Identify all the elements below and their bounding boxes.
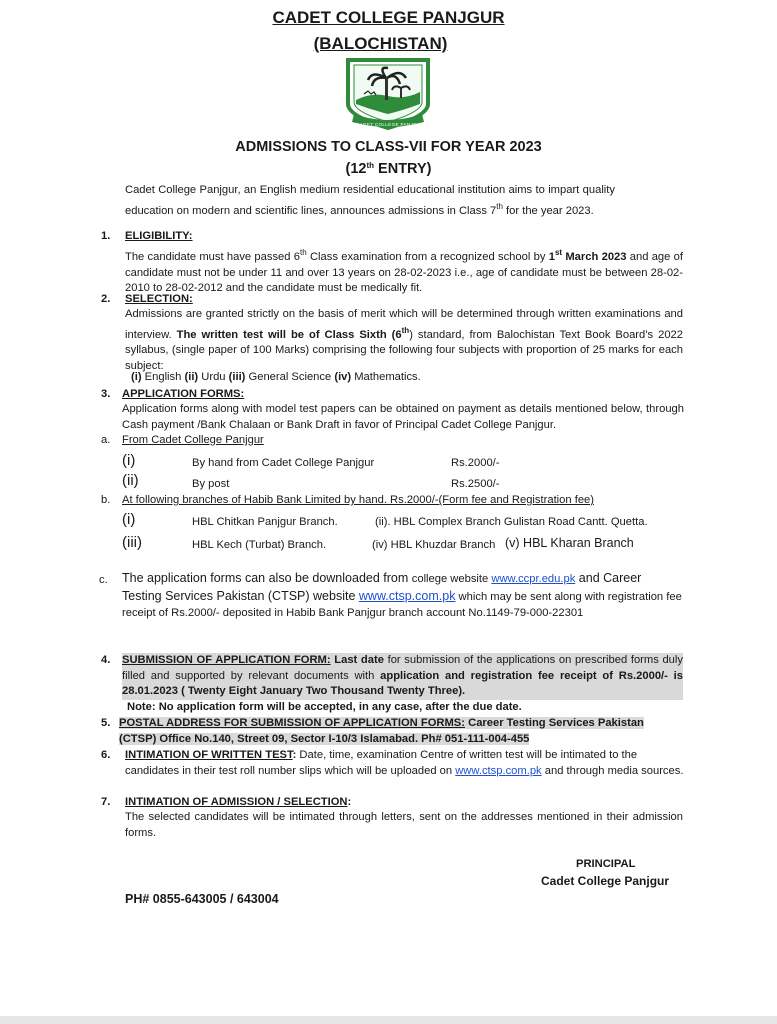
- signature-title: PRINCIPAL: [576, 858, 636, 870]
- section-6-text: INTIMATION OF WRITTEN TEST: Date, time, examination Centre of written test will be intimated to the candidates in their test roll number slips which will be uploaded on www.ctsp.com.pk and through media sources.: [125, 749, 684, 777]
- branch-chitkan: HBL Chitkan Panjgur Branch.: [192, 516, 338, 528]
- section-3-number: 3.: [101, 388, 111, 400]
- sub-a-ii-text: By post: [192, 478, 230, 490]
- admission-title: ADMISSIONS TO CLASS-VII FOR YEAR 2023: [235, 139, 542, 155]
- section-2-text: Admissions are granted strictly on the basis of merit which will be determined through written examinations and interview. The written test will be of Class Sixth (6th) standard, from Balochistan Text Book Board’s 2022 syllabus, (single paper of 100 Marks) comprising the following four subjects with proportion of 25 marks for each subject:: [125, 308, 683, 372]
- section-4-number: 4.: [101, 654, 111, 666]
- section-3-text: Application forms along with model test papers can be obtained on payment as details mentioned below, through Cash payment /Bank Chalaan or Bank Draft in favor of Principal Cadet College Panjgur.: [122, 403, 684, 431]
- section-3-heading: APPLICATION FORMS:: [122, 388, 245, 400]
- section-7-heading: INTIMATION OF ADMISSION / SELECTION:: [125, 796, 352, 808]
- signature-org: Cadet College Panjgur: [541, 874, 670, 888]
- section-2-heading: SELECTION:: [125, 293, 193, 305]
- section-1-text: The candidate must have passed 6th Class examination from a recognized school by 1st March 2023 and age of candidate must not be under 11 and over 13 years on 28-02-2023 i.e., age of candidate must be between 28-02-2010 to 28-02-2012 and the candidate must be medically fit.: [125, 248, 683, 295]
- ccpr-website-link[interactable]: www.ccpr.edu.pk: [491, 573, 576, 585]
- college-crest-icon: [342, 58, 434, 130]
- intro-paragraph: Cadet College Panjgur, an English medium residential educational institution aims to impart quality education on modern and scientific lines, announces admissions in Class 7th for the year 2023.: [125, 184, 615, 217]
- sub-c-text: The application forms can also be downloaded from college website www.ccpr.edu.pk and Career Testing Services Pakistan (CTSP) website www.ctsp.com.pk which may be sent along with registration fee receipt of Rs.2000/- deposited in Habib Bank Panjgur branch account No.1149-79-000-22301: [122, 571, 682, 619]
- branch-kech: HBL Kech (Turbat) Branch.: [192, 539, 327, 551]
- subject-list: (i) English (ii) Urdu (iii) General Science (iv) Mathematics.: [131, 371, 421, 383]
- college-name: CADET COLLEGE PANJGUR: [272, 8, 505, 27]
- sub-b-label: b.: [101, 494, 111, 506]
- province-name: (BALOCHISTAN): [313, 34, 448, 53]
- section-6-number: 6.: [101, 749, 111, 761]
- phone-number: PH# 0855-643005 / 643004: [125, 892, 279, 906]
- sub-a-ii-fee: Rs.2500/-: [451, 478, 500, 490]
- sub-a-ii-label: (ii): [122, 472, 139, 489]
- branch-kharan: (v) HBL Kharan Branch: [505, 536, 634, 550]
- sub-b-i-label: (i): [122, 511, 136, 528]
- branch-quetta: (ii). HBL Complex Branch Gulistan Road Cantt. Quetta.: [375, 516, 648, 528]
- section-7-number: 7.: [101, 796, 111, 808]
- section-7-text: The selected candidates will be intimated through letters, sent on the addresses mentioned in their admission forms.: [125, 811, 683, 839]
- sub-c-label: c.: [99, 574, 108, 586]
- branch-khuzdar: (iv) HBL Khuzdar Branch: [372, 539, 496, 551]
- section-4-note: Note: No application form will be accepted, in any case, after the due date.: [127, 701, 522, 713]
- sub-a-label: a.: [101, 434, 111, 446]
- section-5-number: 5.: [101, 717, 111, 729]
- sub-a-i-label: (i): [122, 452, 136, 469]
- page-bottom-edge: [0, 1016, 777, 1024]
- section-1-number: 1.: [101, 230, 111, 242]
- ctsp-website-link[interactable]: www.ctsp.com.pk: [358, 588, 456, 603]
- sub-b-iii-label: (iii): [122, 534, 142, 551]
- sub-b-heading: At following branches of Habib Bank Limited by hand. Rs.2000/-(Form fee and Registration fee): [122, 494, 594, 506]
- sub-a-i-text: By hand from Cadet College Panjgur: [192, 457, 375, 469]
- sub-a-i-fee: Rs.2000/-: [451, 457, 500, 469]
- sub-a-heading: From Cadet College Panjgur: [122, 434, 264, 446]
- section-2-number: 2.: [101, 293, 111, 305]
- section-5-text: POSTAL ADDRESS FOR SUBMISSION OF APPLICATION FORMS: Career Testing Services Pakistan (CTSP) Office No.140, Street 09, Sector I-10/3 Islamabad. Ph# 051-111-004-455: [119, 717, 644, 745]
- entry-subtitle: (12th ENTRY): [345, 161, 432, 177]
- section-4-text: SUBMISSION OF APPLICATION FORM: Last date for submission of the applications on prescribed forms duly filled and supported by relevant documents with application and registration fee receipt of Rs.2000/- is 28.01.2023 ( Twenty Eight January Two Thousand Twenty Three).: [122, 653, 683, 700]
- crest-text: CADET COLLEGE PANJGUR: [356, 122, 425, 127]
- ctsp-link[interactable]: www.ctsp.com.pk: [455, 764, 542, 777]
- section-1-heading: ELIGIBILITY:: [125, 230, 193, 242]
